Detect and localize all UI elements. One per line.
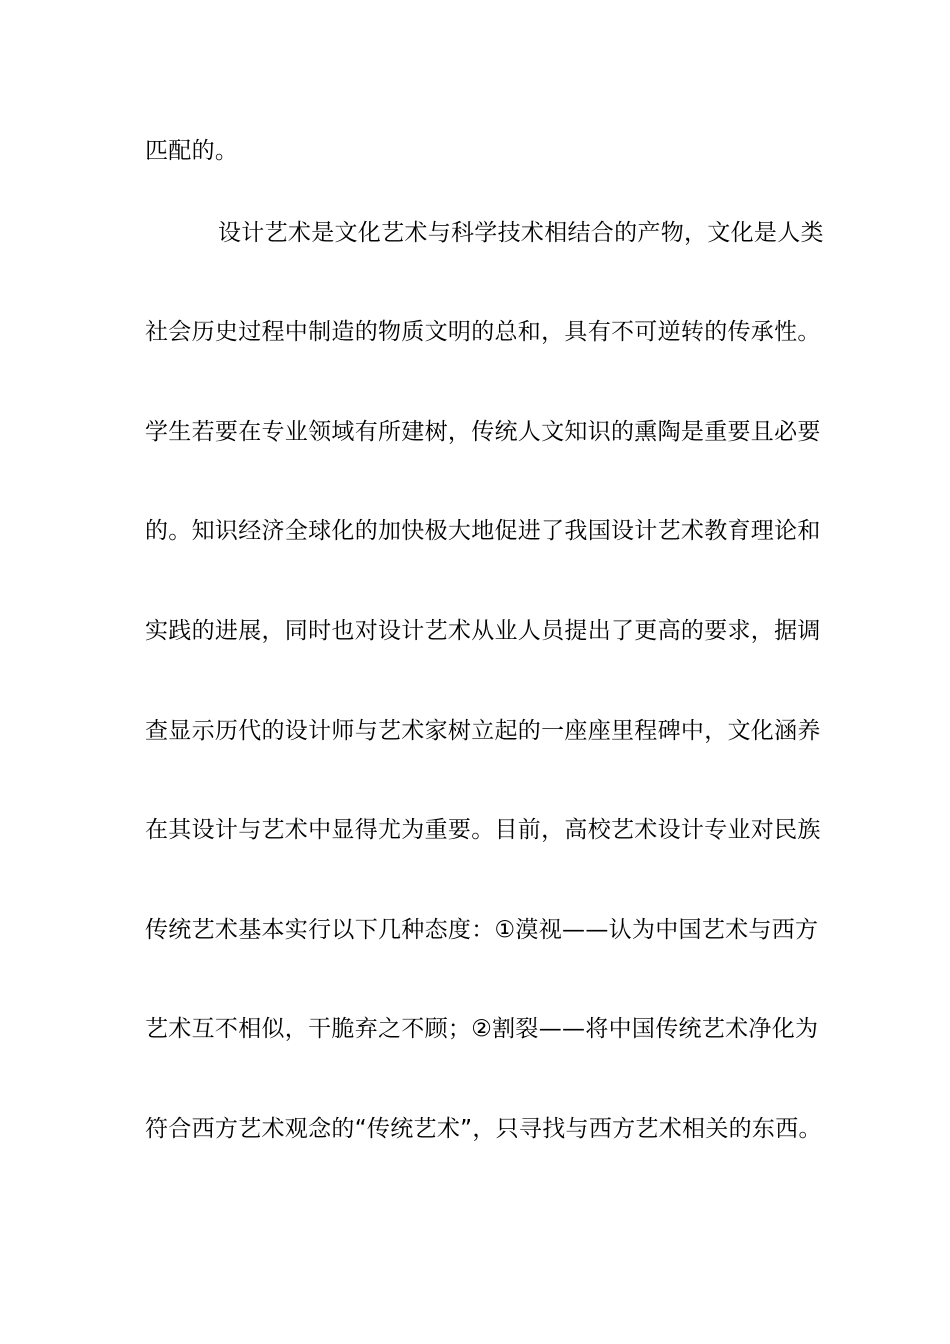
- paragraph-first-line: 设计艺术是文化艺术与科学技术相结合的产物，文化是人类: [218, 220, 824, 246]
- text-line: 传统艺术基本实行以下几种态度：①漠视——认为中国艺术与西方: [145, 917, 819, 943]
- text-line: 匹配的。: [145, 138, 239, 164]
- text-line: 实践的进展，同时也对设计艺术从业人员提出了更高的要求，据调: [145, 618, 821, 644]
- text-line: 学生若要在专业领域有所建树，传统人文知识的熏陶是重要且必要: [145, 419, 821, 445]
- text-line: 的。知识经济全球化的加快极大地促进了我国设计艺术教育理论和: [145, 518, 821, 544]
- text-line: 艺术互不相似，干脆弃之不顾；②割裂——将中国传统艺术净化为: [145, 1016, 819, 1042]
- text-line: 在其设计与艺术中显得尤为重要。目前，高校艺术设计专业对民族: [145, 817, 821, 843]
- text-line: 查显示历代的设计师与艺术家树立起的一座座里程碑中，文化涵养: [145, 718, 821, 744]
- text-line: 社会历史过程中制造的物质文明的总和，具有不可逆转的传承性。: [145, 319, 821, 345]
- text-line: 符合西方艺术观念的“传统艺术”，只寻找与西方艺术相关的东西。: [145, 1116, 822, 1142]
